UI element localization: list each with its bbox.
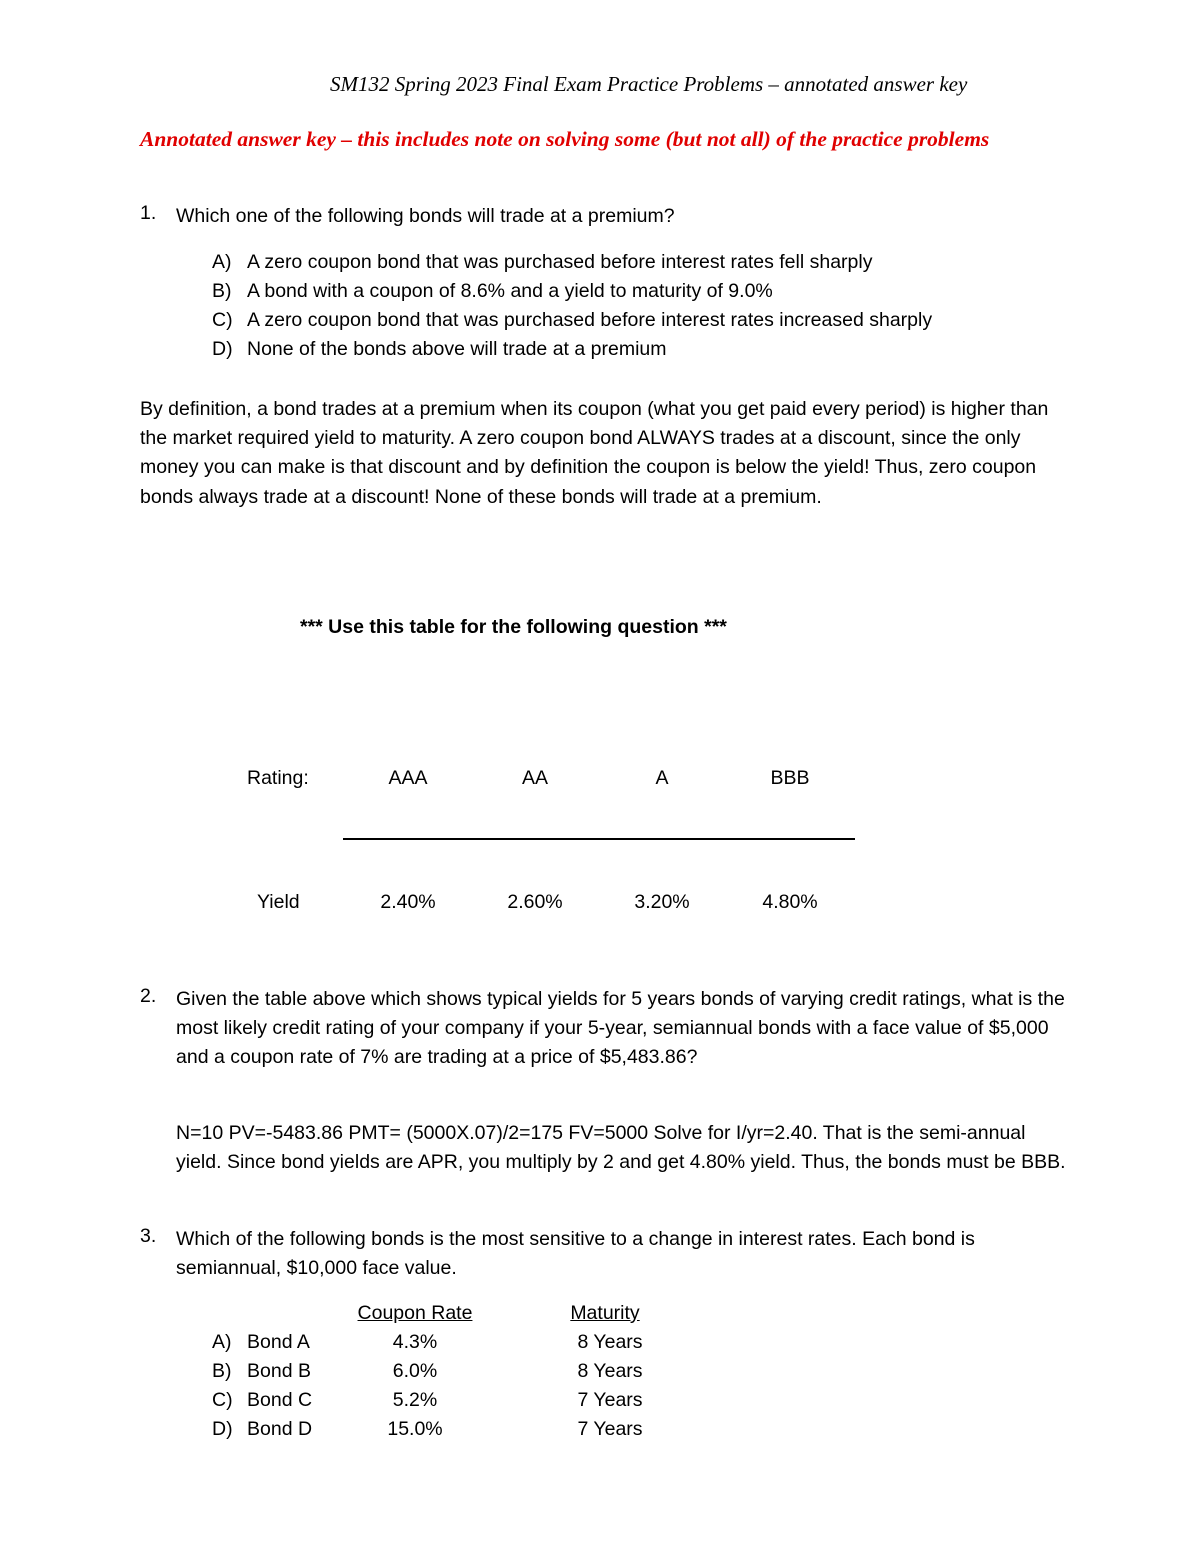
col-header-coupon: Coupon Rate [357,1302,473,1324]
q1-option-c-letter: C) [212,309,233,331]
q2-text: Given the table above which shows typical yields for 5 years bonds of varying credit ratings, what is the most likely credit rating of your company if your 5-year, semiannual bonds with a face value of $5,000 and a coupon rate of 7% are trading at a price of $5,483.86? [176,988,1065,1068]
yield-cell: 3.20% [634,891,690,913]
bond-coupon: 6.0% [392,1360,438,1382]
q1-option-b: A bond with a coupon of 8.6% and a yield to maturity of 9.0% [247,280,773,302]
bond-maturity: 7 Years [577,1418,643,1440]
bond-letter: A) [212,1331,232,1353]
q1-number: 1. [140,202,157,224]
page-header: SM132 Spring 2023 Final Exam Practice Problems – annotated answer key [330,72,968,96]
bond-coupon: 4.3% [392,1331,438,1353]
q1-option-d-letter: D) [212,338,233,360]
rating-label: Rating: [247,767,309,789]
bond-name: Bond B [247,1360,311,1382]
q1-explanation: By definition, a bond trades at a premium when its coupon (what you get paid every period) is higher than the market required yield to maturity. A zero coupon bond ALWAYS trades at a discount, since the only money you can make is that discount and by definition the coupon is below the yield! Thus, zero coupon bonds always trade at a discount! None of these bonds will trade at a premium. [140,398,1049,508]
yield-cell: 2.40% [380,891,436,913]
q1-option-c: A zero coupon bond that was purchased before interest rates increased sharply [247,309,933,331]
bond-letter: C) [212,1389,233,1411]
rating-cell: AAA [388,767,428,789]
bond-name: Bond C [247,1389,313,1411]
bond-letter: D) [212,1418,233,1440]
annotation-note: Annotated answer key – this includes note on solving some (but not all) of the practice problems [140,127,990,151]
table-intro: *** Use this table for the following question *** [300,616,727,638]
q1-text: Which one of the following bonds will trade at a premium? [176,205,675,227]
col-header-maturity: Maturity [570,1302,640,1324]
bond-maturity: 8 Years [577,1331,643,1353]
yield-cell: 2.60% [507,891,563,913]
bond-name: Bond D [247,1418,313,1440]
bond-coupon: 5.2% [392,1389,438,1411]
q1-option-d: None of the bonds above will trade at a premium [247,338,667,360]
rating-cell: A [655,767,669,789]
q3-number: 3. [140,1225,157,1247]
q1-option-a: A zero coupon bond that was purchased before interest rates fell sharply [247,251,873,273]
bond-name: Bond A [247,1331,310,1353]
rating-cell: BBB [770,767,810,789]
table-divider [343,838,855,840]
bond-letter: B) [212,1360,232,1382]
yield-cell: 4.80% [762,891,818,913]
yield-label: Yield [257,891,300,913]
q1-option-b-letter: B) [212,280,232,302]
rating-cell: AA [521,767,548,789]
q3-text: Which of the following bonds is the most sensitive to a change in interest rates. Each bond is semiannual, $10,000 face value. [176,1228,975,1279]
bond-coupon: 15.0% [387,1418,443,1440]
q2-explanation: N=10 PV=-5483.86 PMT= (5000X.07)/2=175 FV=5000 Solve for I/yr=2.40. That is the semi-annual yield. Since bond yields are APR, you multiply by 2 and get 4.80% yield. Thus, the bonds must be BBB. [176,1122,1066,1173]
bond-maturity: 7 Years [577,1389,643,1411]
q2-number: 2. [140,985,157,1007]
q1-option-a-letter: A) [212,251,232,273]
bond-maturity: 8 Years [577,1360,643,1382]
